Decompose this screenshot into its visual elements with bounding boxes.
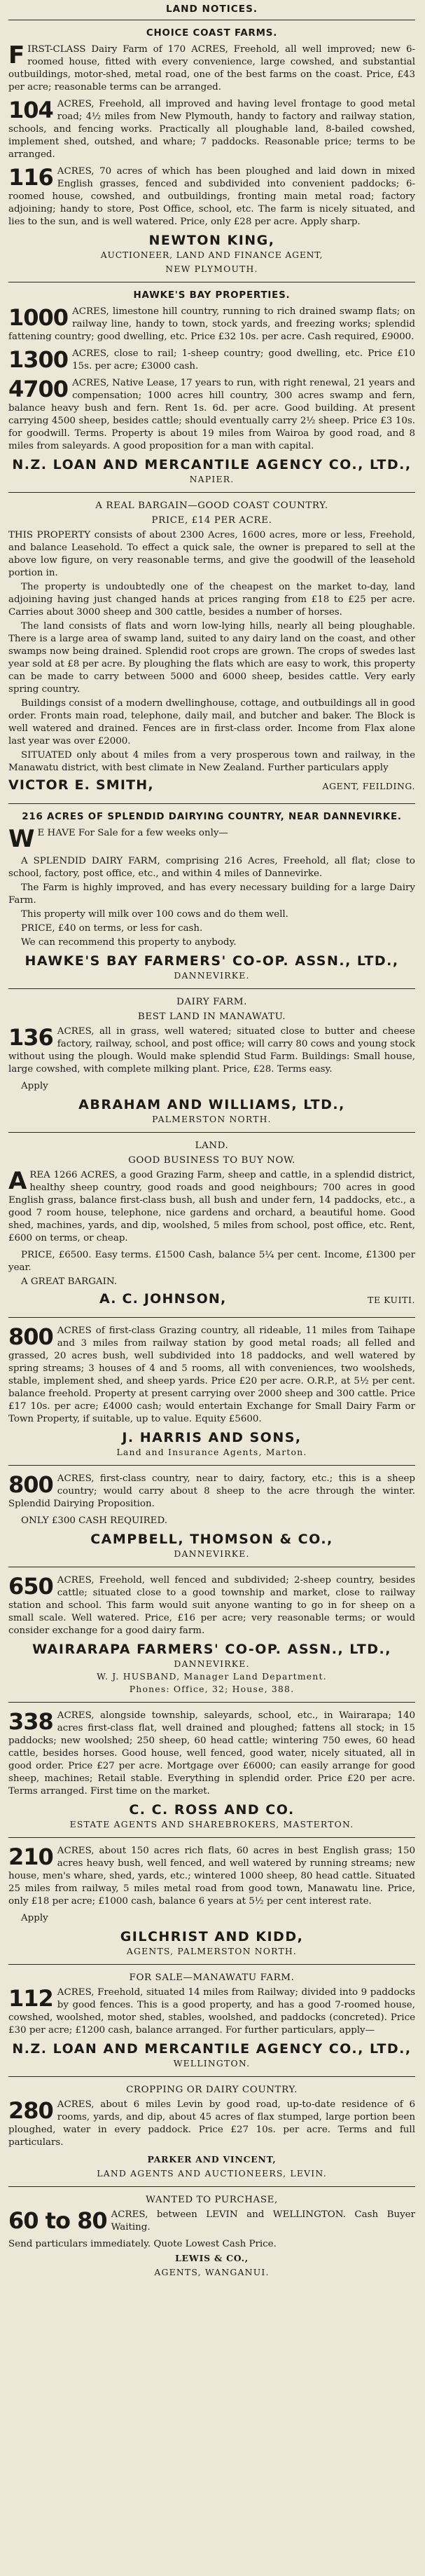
price-note: ONLY £300 CASH REQUIRED. [21, 1515, 167, 1526]
paragraph: Buildings consist of a modern dwellinghouse, cottage, and outbuildings all in good order. Fronts main road, telephone, daily mail, and butcher and baker. The Block is well watered and drained. Fences are in first-class order. Income from Flax alone last year was over £2000. [8, 698, 415, 747]
firm-location: AGENTS, WANGANUI. [154, 2267, 270, 2277]
ad-heading: A REAL BARGAIN—GOOD COAST COUNTRY. [95, 500, 328, 511]
listing-text: ACRES, Freehold, all improved and having level frontage to good metal road; 4½ miles from New Plymouth, handy to factory and railway station, schools, and fencing works. Practically all ploughable land, 8-bailed cowshed, implement shed, outshed, and whare; 7 paddocks. Reasonable price; terms to be arranged. [8, 99, 415, 160]
ad-harris-and-sons [8, 1325, 415, 1466]
ad-heading: 216 ACRES OF SPLENDID DAIRYING COUNTRY, NEAR DANNEVIRKE. [22, 812, 402, 822]
paragraph: THIS PROPERTY consists of about 2300 Acres, 1600 acres, more or less, Freehold, and balance Leasehold. To effect a quick sale, the owner is prepared to sell at the above low figure, on very reasonable terms, and give the goodwill of the leasehold portion in. [8, 530, 415, 578]
bargain-note: A GREAT BARGAIN. [21, 1276, 117, 1287]
paragraph: We can recommend this property to anybody. [21, 937, 237, 948]
firm-name: J. HARRIS AND SONS, [122, 1430, 302, 1445]
firm-name: WAIRARAPA FARMERS' CO-OP. ASSN., LTD., [32, 1642, 391, 1657]
listing-text: IRST-CLASS Dairy Farm of 170 ACRES, Freehold, all well improved; new 6-roomed house, fitted with every convenience, large cowshed, and substantial outbuildings, motor-shed, metal road, one of the best farms on the coast. Price, £43 per acre; reasonable terms can be arranged. [8, 44, 415, 93]
apply-label: Apply [21, 1081, 48, 1091]
ad-subheading: PRICE, £14 PER ACRE. [151, 515, 272, 526]
ad-good-business [8, 1140, 415, 1318]
listing-text: ACRES, limestone hill country, running to rich drained swamp flats; on railway line, handy to town, stock yards, and freezing works; splendid fattening country; good dwelling, etc. Price £32 10s. per acre. Cash required, £9000. [8, 306, 415, 342]
ad-manawatu-dairy-farm [8, 996, 415, 1133]
firm-name: VICTOR E. SMITH, [8, 777, 154, 793]
ad-hawkes-bay-properties [8, 289, 415, 493]
firm-name: LEWIS & CO., [175, 2253, 249, 2263]
firm-location: PALMERSTON NORTH. [152, 1114, 272, 1124]
firm-location: AGENTS, PALMERSTON NORTH. [126, 1946, 298, 1956]
firm-location: DANNEVIRKE. [174, 1548, 250, 1559]
listing [8, 2209, 415, 2234]
acreage-figure: 338 [8, 1708, 53, 1735]
listing-text: ACRES, first-class country, near to dairy, factory, etc.; this is a sheep country; would carry about 8 sheep to the acre through the winter. Splendid Dairying Proposition. [8, 1473, 415, 1509]
ad-newton-king [8, 27, 415, 282]
acreage-figure: 800 [8, 1471, 53, 1498]
ad-wairarapa-farmers [8, 1574, 415, 1703]
listing [8, 165, 415, 229]
paragraph: The land consists of flats and worn low-lying hills, nearly all being ploughable. There is a large area of swamp land, suited to any dairy land on the coast, and other swamps now being drained. Splendid root crops are grown. The crops of swedes last year sold at £8 per acre. By ploughing the flats which are easy to work, this property can be made to carry between 5000 and 6000 sheep, besides cattle. Very early spring country. [8, 621, 415, 695]
listing-text: ACRES, all in grass, well watered; situated close to butter and cheese factory, railway, school, and post office; will carry 80 cows and young stock without using the plough. Would make splendid Stud Farm. Buildings: Small house, large cowshed, with complete milking plant. Price, £28. Terms easy. [8, 1026, 415, 1075]
listing [8, 1473, 415, 1511]
ad-heading: HAWKE'S BAY PROPERTIES. [133, 290, 291, 301]
drop-cap: F [8, 41, 25, 69]
listing [8, 377, 415, 453]
firm-name: PARKER AND VINCENT, [147, 2154, 277, 2165]
ad-heading: CHOICE COAST FARMS. [146, 28, 278, 39]
firm-location: WELLINGTON. [173, 2058, 251, 2069]
listing-text: ACRES, Native Lease, 17 years to run, with right renewal, 21 years and compensation; 1000 acres hill country, 300 acres swamp and fern, balance heavy bush and fern. Rent 1s. 6d. per acre. Good building. At present carrying 4500 sheep, besides cattle; should eventually carry 2½ sheep. Price £3 10s. for goodwill. Terms. Property is about 19 miles from Wairoa by good road, and 8 miles from saleyards. A good proposition for a man with capital. [8, 378, 415, 451]
acreage-figure: 4700 [8, 376, 69, 402]
listing [8, 306, 415, 343]
paragraph: Send particulars immediately. Quote Lowest Cash Price. [8, 2239, 277, 2249]
ad-subheading: GOOD BUSINESS TO BUY NOW. [128, 1155, 295, 1166]
acreage-figure: 1300 [8, 346, 69, 373]
firm-location: NEW PLYMOUTH. [165, 264, 258, 274]
acreage-figure: 280 [8, 2097, 53, 2124]
ad-gilchrist-and-kidd [8, 1845, 415, 1965]
listing-text: ACRES, 70 acres of which has been ploughed and laid down in mixed English grasses, fenced and subdivided into convenient paddocks; 6-roomed house, cowshed, and outbuildings, fronting main metal road; factory adjoining; handy to store, Post Office, school, etc. The farm is nicely situated, and lies to the sun, and is well watered. Price, only £28 per acre. Apply sharp. [8, 166, 415, 227]
acreage-figure: 800 [8, 1323, 53, 1350]
price-terms: PRICE, £6500. Easy terms. £1500 Cash, balance 5¼ per cent. Income, £1300 per year. [8, 1250, 415, 1273]
listing-text: ACRES, Freehold, situated 14 miles from Railway; divided into 9 paddocks by good fences. This is a good property, and has a good 7-roomed house, cowshed, woolshed, motor shed, stables, woolshed, and paddocks (concreted). Price £30 per acre; £1200 cash, balance arranged. For further particulars, apply— [8, 1987, 415, 2036]
firm-location: ESTATE AGENTS AND SHAREBROKERS, MASTERTON. [69, 1819, 354, 1829]
firm-name: N.Z. LOAN AND MERCANTILE AGENCY CO., LTD., [12, 457, 412, 472]
firm-location: Land and Insurance Agents, Marton. [116, 1447, 307, 1457]
listing [8, 1986, 415, 2037]
listing-text: ACRES, alongside township, saleyards, school, etc., in Wairarapa; 140 acres first-class flat, well drained and ploughed; fattens all stock; in 15 paddocks; new woolshed; 250 sheep, 60 head cattle; wintering 750 ewes, 60 head cattle, besides horses. Good house, well fenced, good water, nicely situated, all in good order. Price £27 per acre. Mortgage over £6000; can easily arrange for good sheep, machines; Retail stable. Everything in splendid order. Price £20 per acre. Terms arranged. First time on the market. [8, 1710, 415, 1797]
ad-subheading: BEST LAND IN MANAWATU. [137, 1011, 286, 1022]
listing-text: REA 1266 ACRES, a good Grazing Farm, sheep and cattle, in a splendid district, healthy sheep country, good roads and good neighbours; 700 acres in good English grass, balance first-class bush, all bush and under fern, 14 paddocks, etc., a good 7 room house, telephone, nice gardens and orchard, a beautiful home. Good shed, machines, yards, and dip, woolshed, 5 miles from school, post office, etc. Rent, £600 on terms, or cheap. [8, 1170, 415, 1243]
listing-text: ACRES, close to rail; 1-sheep country; good dwelling, etc. Price £10 15s. per acre; £3000 cash. [72, 348, 415, 372]
signature-row [8, 779, 415, 793]
acreage-figure: 60 to 80 [8, 2207, 107, 2234]
ad-real-bargain [8, 500, 415, 804]
ad-heading: LAND. [195, 1140, 229, 1151]
apply-label: Apply [21, 1913, 48, 1923]
listing [8, 1169, 415, 1245]
firm-name: N.Z. LOAN AND MERCANTILE AGENCY CO., LTD., [12, 2041, 412, 2057]
firm-name: A. C. JOHNSON, [99, 1291, 227, 1307]
listing [8, 1710, 415, 1798]
acreage-figure: 650 [8, 1573, 53, 1600]
acreage-figure: 210 [8, 1844, 53, 1870]
listing [8, 1845, 415, 1908]
ad-heading: FOR SALE—MANAWATU FARM. [129, 1972, 295, 1983]
paragraph: The Farm is highly improved, and has every necessary building for a large Dairy Farm. [8, 882, 415, 906]
listing [8, 827, 415, 851]
listing-text: ACRES, about 150 acres rich flats, 60 acres in best English grass; 150 acres heavy bush, well fenced, and well watered by running streams; new house, men's whare, shed, yards, etc.; wintered 1000 sheep, 80 head cattle. Situated 25 miles from railway, 5 miles metal road from good town, Manawatu line. Price, only £18 per acre; £1000 cash, balance 6 years at 5½ per cent interest rate. [8, 1846, 415, 1907]
listing [8, 1574, 415, 1637]
listing [8, 43, 415, 94]
ad-heading: CROPPING OR DAIRY COUNTRY. [126, 2085, 298, 2095]
firm-description: AUCTIONEER, LAND AND FINANCE AGENT, [100, 250, 323, 260]
firm-location: DANNEVIRKE. [174, 970, 250, 981]
listing [8, 1025, 415, 1076]
firm-phone: Phones: Office, 32; House, 388. [129, 1684, 295, 1694]
acreage-figure: 104 [8, 97, 53, 123]
signature-row [8, 1293, 415, 1307]
listing [8, 1325, 415, 1426]
ad-wanted-to-purchase [8, 2194, 415, 2285]
ad-heading: DAIRY FARM. [176, 997, 247, 1007]
firm-location: TE KUITI. [368, 1295, 415, 1305]
listing-text: ACRES, between LEVIN and WELLINGTON. Cash Buyer Waiting. [111, 2209, 415, 2233]
firm-name: CAMPBELL, THOMSON & CO., [90, 1532, 333, 1547]
firm-manager: W. J. HUSBAND, Manager Land Department. [97, 1671, 327, 1682]
ad-ross-and-co [8, 1710, 415, 1838]
ad-parker-and-vincent [8, 2084, 415, 2187]
listing-text: ACRES, about 6 miles Levin by good road, up-to-date residence of 6 rooms, yards, and dip, about 45 acres of flax stumped, large portion been ploughed, water in every paddock. Price £27 10s. per acre. Terms and full particulars. [8, 2099, 415, 2148]
firm-location: AGENT, FEILDING. [322, 781, 415, 791]
firm-location: LAND AGENTS AND AUCTIONEERS, LEVIN. [97, 2168, 327, 2179]
paragraph: PRICE, £40 on terms, or less for cash. [21, 923, 203, 934]
listing [8, 348, 415, 373]
section-masthead: LAND NOTICES. [8, 3, 415, 20]
listing [8, 2099, 415, 2149]
ad-heading: WANTED TO PURCHASE, [146, 2195, 278, 2205]
acreage-figure: 136 [8, 1024, 53, 1051]
acreage-figure: 116 [8, 164, 53, 191]
firm-name: GILCHRIST AND KIDD, [120, 1929, 304, 1944]
firm-location: DANNEVIRKE. [174, 1658, 250, 1669]
ad-campbell-thomson [8, 1473, 415, 1567]
drop-cap: A [8, 1167, 27, 1195]
listing-text: E HAVE For Sale for a few weeks only— [37, 828, 228, 838]
acreage-figure: 1000 [8, 304, 69, 331]
paragraph: SITUATED only about 4 miles from a very prosperous town and railway, in the Manawatu district, with best climate in New Zealand. Further particulars apply [8, 750, 415, 773]
drop-cap: W [8, 825, 35, 853]
paragraph: This property will milk over 100 cows and do them well. [21, 909, 288, 920]
listing [8, 98, 415, 161]
firm-name: HAWKE'S BAY FARMERS' CO-OP. ASSN., LTD., [25, 953, 399, 969]
firm-location: NAPIER. [189, 474, 235, 484]
acreage-figure: 112 [8, 1985, 53, 2012]
listing-text: ACRES of first-class Grazing country, all rideable, 11 miles from Taihape and 3 miles from railway station by good metal roads; all felled and grassed, 20 acres bush, well subdivided into 18 paddocks, and well watered by spring streams; 3 houses of 4 and 5 rooms, all with conveniences, two woolsheds, stable, implement shed, and sheep yards. Price £20 per acre. O.R.P., at 5½ per cent. balance freehold. Property at present carrying over 2000 sheep and 300 cattle. Price £17 10s. per acre; £4000 cash; would entertain Exchange for Small Dairy Farm or Town Property, if suitable, up to value. Equity £5600. [8, 1326, 415, 1424]
paragraph: The property is undoubtedly one of the cheapest on the market to-day, land adjoining having just changed hands at prices ranging from £18 to £25 per acre. Carries about 3000 sheep and 300 cattle, besides a number of horses. [8, 582, 415, 618]
firm-name: C. C. ROSS AND CO. [129, 1802, 295, 1818]
firm-name: NEWTON KING, [148, 233, 275, 248]
ad-dannevirke-dairying [8, 811, 415, 989]
listing-text: ACRES, Freehold, well fenced and subdivided; 2-sheep country, besides cattle; situated close to a good township and market, close to railway station and school. This farm would suit anyone wanting to go in for sheep on a small scale. Well watered. Price, £16 per acre; very reasonable terms; or would consider exchange for a good dairy farm. [8, 1575, 415, 1636]
paragraph: A SPLENDID DAIRY FARM, comprising 216 Acres, Freehold, all flat; close to school, factory, post office, etc., and within 4 miles of Dannevirke. [8, 856, 415, 879]
ad-manawatu-farm-sale [8, 1972, 415, 2077]
firm-name: ABRAHAM AND WILLIAMS, LTD., [78, 1097, 345, 1112]
